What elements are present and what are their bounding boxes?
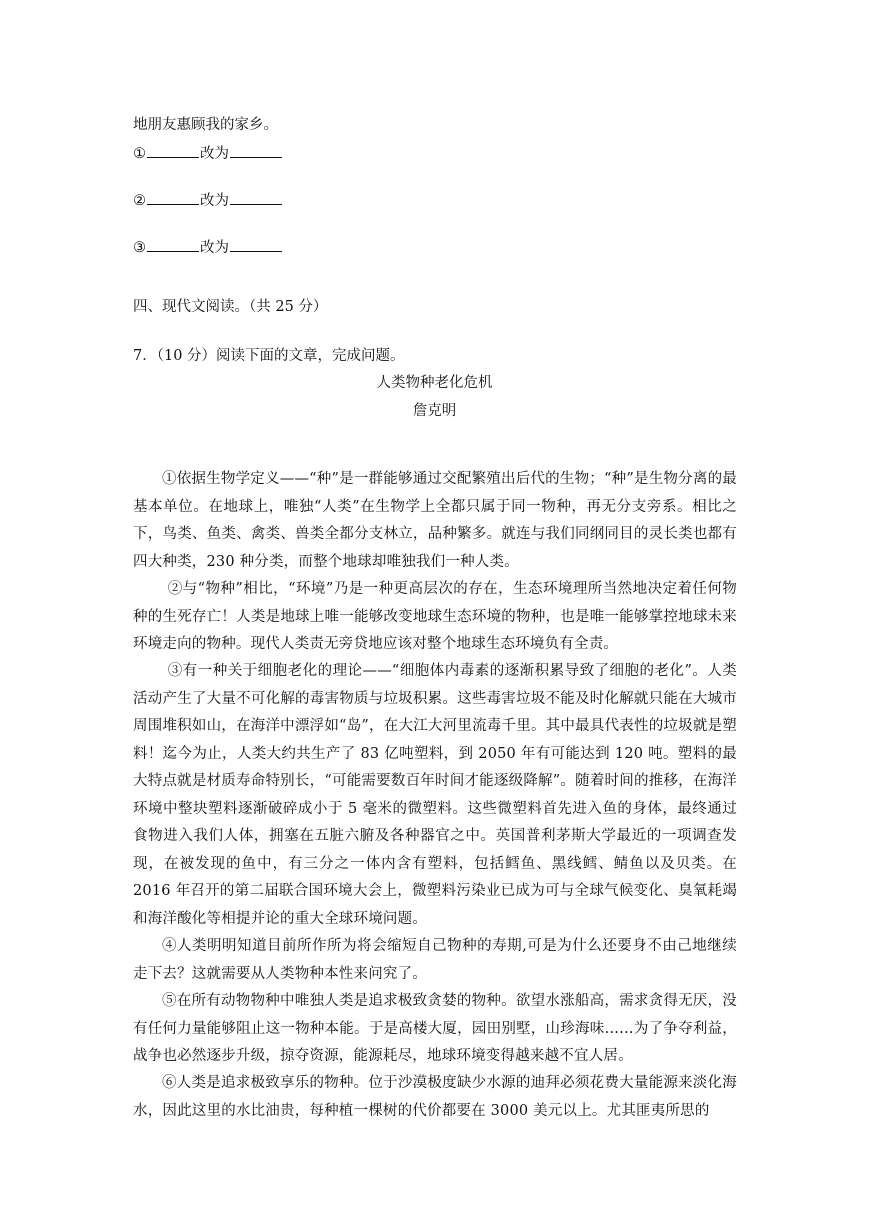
revision-line-1	[133, 142, 283, 163]
article-paragraph-4: ④人类明明知道目前所作所为将会缩短自己物种的寿期,可是为什么还要身不由己地继续走下去？这就需要从人类物种本性来问究了。	[133, 938, 737, 982]
revision-connector: 改为	[200, 193, 229, 209]
answer-blank[interactable]	[230, 192, 282, 205]
article-paragraph-2: ②与“物种”相比，“环境”乃是一种更高层次的存在，生态环境理所当然地决定着任何物种的生死存亡！人类是地球上唯一能够改变地球生态环境的物种，也是唯一能够掌控地球未来环境走向的物种。现代人类责无旁贷地应该对整个地球生态环境负有全责。	[133, 581, 737, 652]
article-paragraph-5: ⑤在所有动物物种中唯独人类是追求极致贪婪的物种。欲望水涨船高，需求贪得无厌，没有任何力量能够阻止这一物种本能。于是高楼大厦，园田别墅，山珍海味……为了争夺利益，战争也必然逐步升级，掠夺资源，能源耗尽，地球环境变得越来越不宜人居。	[133, 993, 737, 1064]
revision-connector: 改为	[200, 240, 229, 256]
article-paragraph-3: ③有一种关于细胞老化的理论——“细胞体内毒素的逐渐积累导致了细胞的老化”。人类活动产生了大量不可化解的毒害物质与垃圾积累。这些毒害垃圾不能及时化解就只能在大城市周围堆积如山，在海洋中漂浮如“岛”，在大江大河里流毒千里。其中最具代表性的垃圾就是塑料！迄今为止，人类大约共生产了 83 亿吨塑料，到 2050 年有可能达到 120 吨。塑料的最大特点就是材质寿命特别长，“可能需要数百年时间才能逐级降解”。随着时间的推移，在海洋环境中整块塑料逐渐破碎成小于 5 毫米的微塑料。这些微塑料首先进入鱼的身体，最终通过食物进入我们人体，拥塞在五脏六腑及各种器官之中。英国普利茅斯大学最近的一项调查发现，在被发现的鱼中，有三分之一体内含有塑料，包括鳕鱼、黑线鳕、鲭鱼以及贝类。在 2016 年召开的第二届联合国环境大会上，微塑料污染业已成为可与全球气候变化、臭氧耗竭和海洋酸化等相提并论的重大全球环境问题。	[133, 663, 737, 927]
answer-blank[interactable]	[147, 145, 199, 158]
article-paragraph-1: ①依据生物学定义——“种”是一群能够通过交配繁殖出后代的生物；“种”是生物分离的最基本单位。在地球上，唯独“人类”在生物学上全都只属于同一物种，再无分支旁系。相比之下，鸟类、鱼类、禽类、兽类全都分支林立，品种繁多。就连与我们同纲同目的灵长类也都有四大种类，230 种分类，而整个地球却唯独我们一种人类。	[133, 471, 737, 570]
question-line: 7．（10 分）阅读下面的文章，完成问题。	[133, 348, 405, 364]
revision-connector: 改为	[200, 146, 229, 162]
answer-blank[interactable]	[147, 239, 199, 252]
answer-blank[interactable]	[230, 145, 282, 158]
revision-number: ②	[133, 193, 146, 209]
revision-number: ①	[133, 146, 146, 162]
intro-tail-text: 地朋友惠顾我的家乡。	[133, 117, 278, 133]
section-heading: 四、现代文阅读。（共 25 分）	[133, 299, 328, 315]
article-title: 人类物种老化危机	[376, 375, 493, 391]
revision-line-2	[133, 189, 283, 210]
answer-blank[interactable]	[147, 192, 199, 205]
answer-blank[interactable]	[230, 239, 282, 252]
article-paragraph-6: ⑥人类是追求极致享乐的物种。位于沙漠极度缺少水源的迪拜必须花费大量能源来淡化海水，因此这里的水比油贵，每种植一棵树的代价都要在 3000 美元以上。尤其匪夷所思的	[133, 1075, 737, 1119]
revision-line-3	[133, 236, 283, 257]
article-author: 詹克明	[412, 403, 457, 419]
revision-number: ③	[133, 240, 146, 256]
